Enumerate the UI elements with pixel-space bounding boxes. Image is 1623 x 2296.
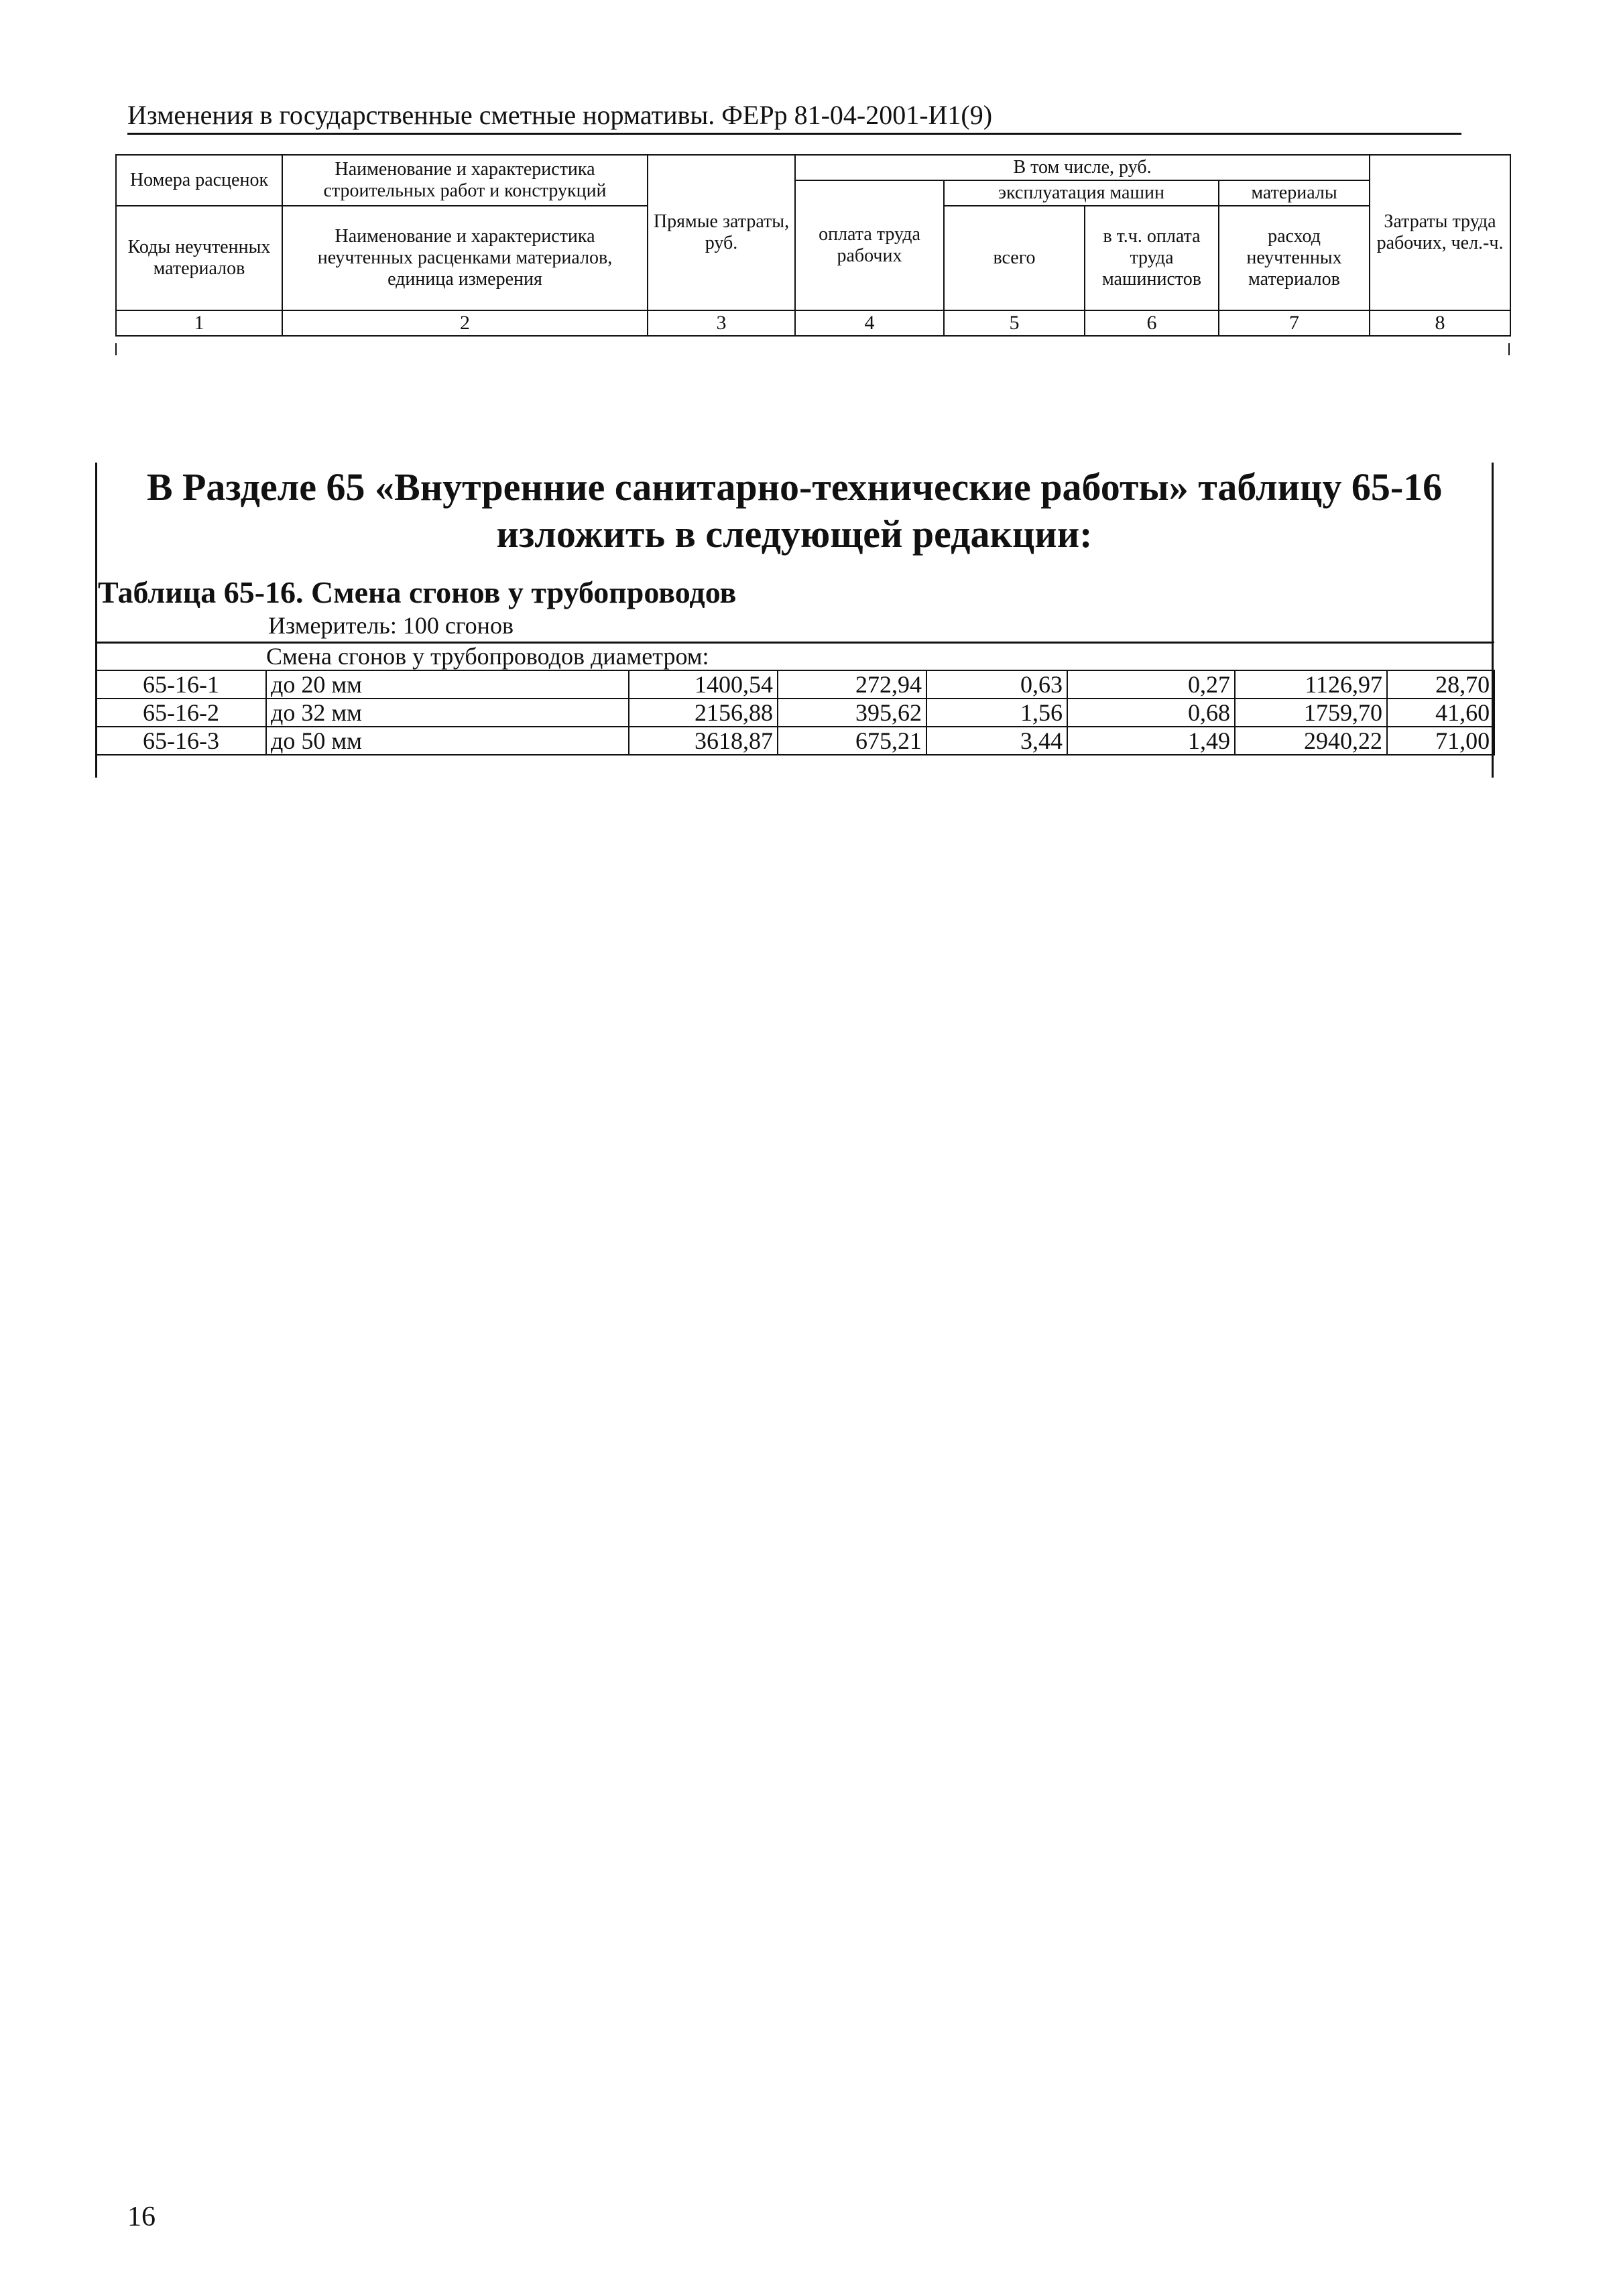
column-number: 2 — [282, 310, 648, 336]
header-labor-hours: Затраты труда рабочих, чел.-ч. — [1370, 155, 1510, 310]
rate-code: 65-16-3 — [96, 727, 266, 755]
rates-table — [95, 642, 1495, 756]
header-rate-numbers: Номера расценок — [116, 155, 282, 206]
machines-total: 3,44 — [926, 727, 1067, 755]
column-number: 4 — [795, 310, 944, 336]
column-number: 8 — [1370, 310, 1510, 336]
page-number: 16 — [127, 2201, 156, 2232]
labor-pay: 395,62 — [778, 699, 926, 727]
table-title: Таблица 65-16. Смена сгонов у трубопроводов — [98, 575, 737, 609]
group-label: Смена сгонов у трубопроводов диаметром: — [96, 642, 1494, 670]
column-number: 5 — [944, 310, 1085, 336]
materials: 2940,22 — [1235, 727, 1387, 755]
header-material-codes: Коды неучтенных материалов — [116, 206, 282, 310]
column-number: 3 — [648, 310, 795, 336]
header-machines-total: всего — [944, 206, 1085, 310]
machinists-pay: 0,27 — [1067, 670, 1235, 699]
header-material-names: Наименование и характеристика неучтенных расценками материалов, единица измерения — [282, 206, 648, 310]
machines-total: 0,63 — [926, 670, 1067, 699]
materials: 1126,97 — [1235, 670, 1387, 699]
table-row — [96, 699, 1494, 727]
rate-code: 65-16-1 — [96, 670, 266, 699]
table-row — [96, 727, 1494, 755]
rate-name: до 20 мм — [266, 670, 629, 699]
column-header-table — [115, 154, 1511, 337]
direct-costs: 2156,88 — [629, 699, 778, 727]
machinists-pay: 0,68 — [1067, 699, 1235, 727]
machinists-pay: 1,49 — [1067, 727, 1235, 755]
rate-code: 65-16-2 — [96, 699, 266, 727]
labor-hours: 41,60 — [1387, 699, 1494, 727]
rate-name: до 50 мм — [266, 727, 629, 755]
header-labor-pay: оплата труда рабочих — [795, 180, 944, 310]
header-direct-costs: Прямые затраты, руб. — [648, 155, 795, 310]
column-number: 7 — [1219, 310, 1370, 336]
materials: 1759,70 — [1235, 699, 1387, 727]
labor-pay: 272,94 — [778, 670, 926, 699]
header-unaccounted-materials: расход неучтенных материалов — [1219, 206, 1370, 310]
labor-hours: 28,70 — [1387, 670, 1494, 699]
notice-title — [95, 464, 1494, 558]
direct-costs: 3618,87 — [629, 727, 778, 755]
direct-costs: 1400,54 — [629, 670, 778, 699]
labor-pay: 675,21 — [778, 727, 926, 755]
rate-name: до 32 мм — [266, 699, 629, 727]
notice-title-line2: изложить в следующей редакции: — [496, 512, 1093, 556]
table-row — [96, 670, 1494, 699]
header-machinists-pay: в т.ч. оплата труда машинистов — [1085, 206, 1219, 310]
notice-title-line1: В Разделе 65 «Внутренние санитарно-технические работы» таблицу 65-16 — [146, 465, 1443, 509]
header-including: В том числе, руб. — [795, 155, 1370, 180]
running-header: Изменения в государственные сметные нормативы. ФЕРр 81-04-2001-И1(9) — [127, 99, 1461, 135]
measure-unit: Измеритель: 100 сгонов — [268, 612, 514, 639]
machines-total: 1,56 — [926, 699, 1067, 727]
labor-hours: 71,00 — [1387, 727, 1494, 755]
header-table-continuation — [115, 343, 1510, 355]
column-number: 1 — [116, 310, 282, 336]
header-materials: материалы — [1219, 180, 1370, 206]
header-machines: эксплуатация машин — [944, 180, 1219, 206]
header-works-name: Наименование и характеристика строительных работ и конструкций — [282, 155, 648, 206]
column-number: 6 — [1085, 310, 1219, 336]
